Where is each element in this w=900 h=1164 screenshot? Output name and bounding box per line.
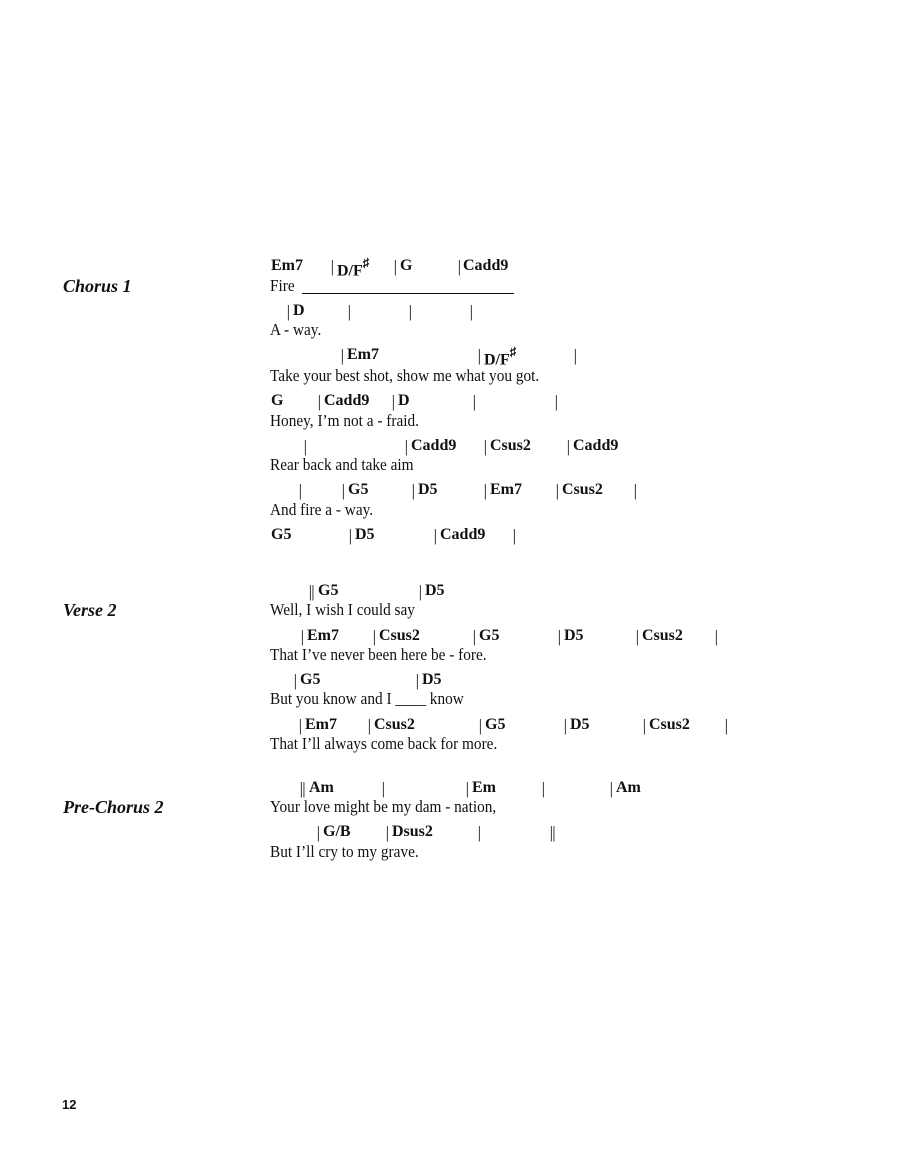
chord-line [0,671,900,691]
bar-line: | [542,779,545,798]
lyric-line: That I’ve never been here be - fore. [270,645,487,664]
chord: Csus2 [562,481,603,498]
lyric-line: And fire a - way. [270,500,374,519]
bar-line: | [416,671,419,690]
lyric-line: Well, I wish I could say [270,600,415,619]
bar-line: | [643,716,646,735]
bar-line: | [634,481,637,500]
chord: G/B [323,823,351,840]
bar-line: | [574,346,577,365]
chord: D5 [425,582,445,599]
extender-line [302,293,514,294]
chord-line [0,582,900,602]
section-label-chorus-1: Chorus 1 [63,276,132,296]
chord: D [398,392,410,409]
chord: Em7 [271,257,303,274]
chord: Cadd9 [411,437,457,454]
bar-line: | [405,437,408,456]
section-label-pre-chorus-2: Pre-Chorus 2 [63,797,164,817]
chord: Dsus2 [392,823,433,840]
chord-line [0,392,900,412]
bar-line: | [368,716,371,735]
chord: G5 [271,526,292,543]
chord: D5 [570,716,590,733]
bar-line: | [394,257,397,276]
lyric-line: Your love might be my dam - nation, [270,797,497,816]
chord: Cadd9 [573,437,619,454]
bar-line: | [513,526,516,545]
chord: G5 [300,671,321,688]
bar-line: | [412,481,415,500]
chord: G5 [318,582,339,599]
chord-line [0,779,900,799]
chord: D5 [355,526,375,543]
chord: D [293,302,305,319]
double-bar-line: || [309,582,315,601]
bar-line: | [434,526,437,545]
chord: G5 [485,716,506,733]
chord: G5 [348,481,369,498]
chord: Am [309,779,334,796]
double-bar-line: || [300,779,306,798]
bar-line: | [473,392,476,411]
lyric-line: A - way. [270,320,322,339]
bar-line: | [392,392,395,411]
lyric-line: Take your best shot, show me what you got. [270,366,540,385]
lyric-line: That I’ll always come back for more. [270,734,498,753]
chord-line [0,255,900,280]
bar-line: | [473,627,476,646]
bar-line: | [458,257,461,276]
chord: G [271,392,284,409]
lyric-line: Fire [270,276,295,295]
chord: G5 [479,627,500,644]
chord-line [0,302,900,322]
chord-line [0,344,900,369]
chord: Cadd9 [324,392,370,409]
bar-line: | [373,627,376,646]
chord-line [0,716,900,736]
chord: D/F♯ [484,344,517,369]
chord-line [0,627,900,647]
lyric-line: But you know and I ____ know [270,689,464,708]
page-number: 12 [62,1097,77,1112]
chord: Csus2 [642,627,683,644]
chord: Csus2 [379,627,420,644]
chord-line [0,823,900,843]
bar-line: | [304,437,307,456]
chord: D5 [564,627,584,644]
bar-line: | [567,437,570,456]
chord: D/F♯ [337,255,370,280]
bar-line: | [478,346,481,365]
bar-line: | [331,257,334,276]
bar-line: | [419,582,422,601]
bar-line: | [555,392,558,411]
bar-line: | [317,823,320,842]
bar-line: | [478,823,481,842]
lyric-line: Rear back and take aim [270,455,414,474]
chord: Cadd9 [440,526,486,543]
bar-line: | [409,302,412,321]
chord: Em7 [490,481,522,498]
chord: D5 [418,481,438,498]
chord: D5 [422,671,442,688]
bar-line: | [349,526,352,545]
bar-line: | [341,346,344,365]
bar-line: | [342,481,345,500]
double-bar-line: || [550,823,556,842]
bar-line: | [299,481,302,500]
chord: Csus2 [374,716,415,733]
bar-line: | [294,671,297,690]
bar-line: | [301,627,304,646]
chord: Em7 [307,627,339,644]
bar-line: | [715,627,718,646]
chord: Cadd9 [463,257,509,274]
bar-line: | [382,779,385,798]
bar-line: | [484,437,487,456]
bar-line: | [470,302,473,321]
chord: G [400,257,413,274]
chord: Am [616,779,641,796]
lyric-line: But I’ll cry to my grave. [270,842,419,861]
chord: Em7 [305,716,337,733]
lyric-line: Honey, I’m not a - fraid. [270,411,419,430]
bar-line: | [725,716,728,735]
bar-line: | [564,716,567,735]
bar-line: | [318,392,321,411]
bar-line: | [636,627,639,646]
bar-line: | [299,716,302,735]
bar-line: | [479,716,482,735]
chord: Csus2 [649,716,690,733]
bar-line: | [466,779,469,798]
bar-line: | [558,627,561,646]
chord-line [0,481,900,501]
bar-line: | [386,823,389,842]
bar-line: | [484,481,487,500]
bar-line: | [287,302,290,321]
bar-line: | [348,302,351,321]
chord: Em7 [347,346,379,363]
chord: Csus2 [490,437,531,454]
chord-line [0,437,900,457]
chord-line [0,526,900,546]
chord: Em [472,779,496,796]
section-label-verse-2: Verse 2 [63,600,117,620]
bar-line: | [556,481,559,500]
bar-line: | [610,779,613,798]
